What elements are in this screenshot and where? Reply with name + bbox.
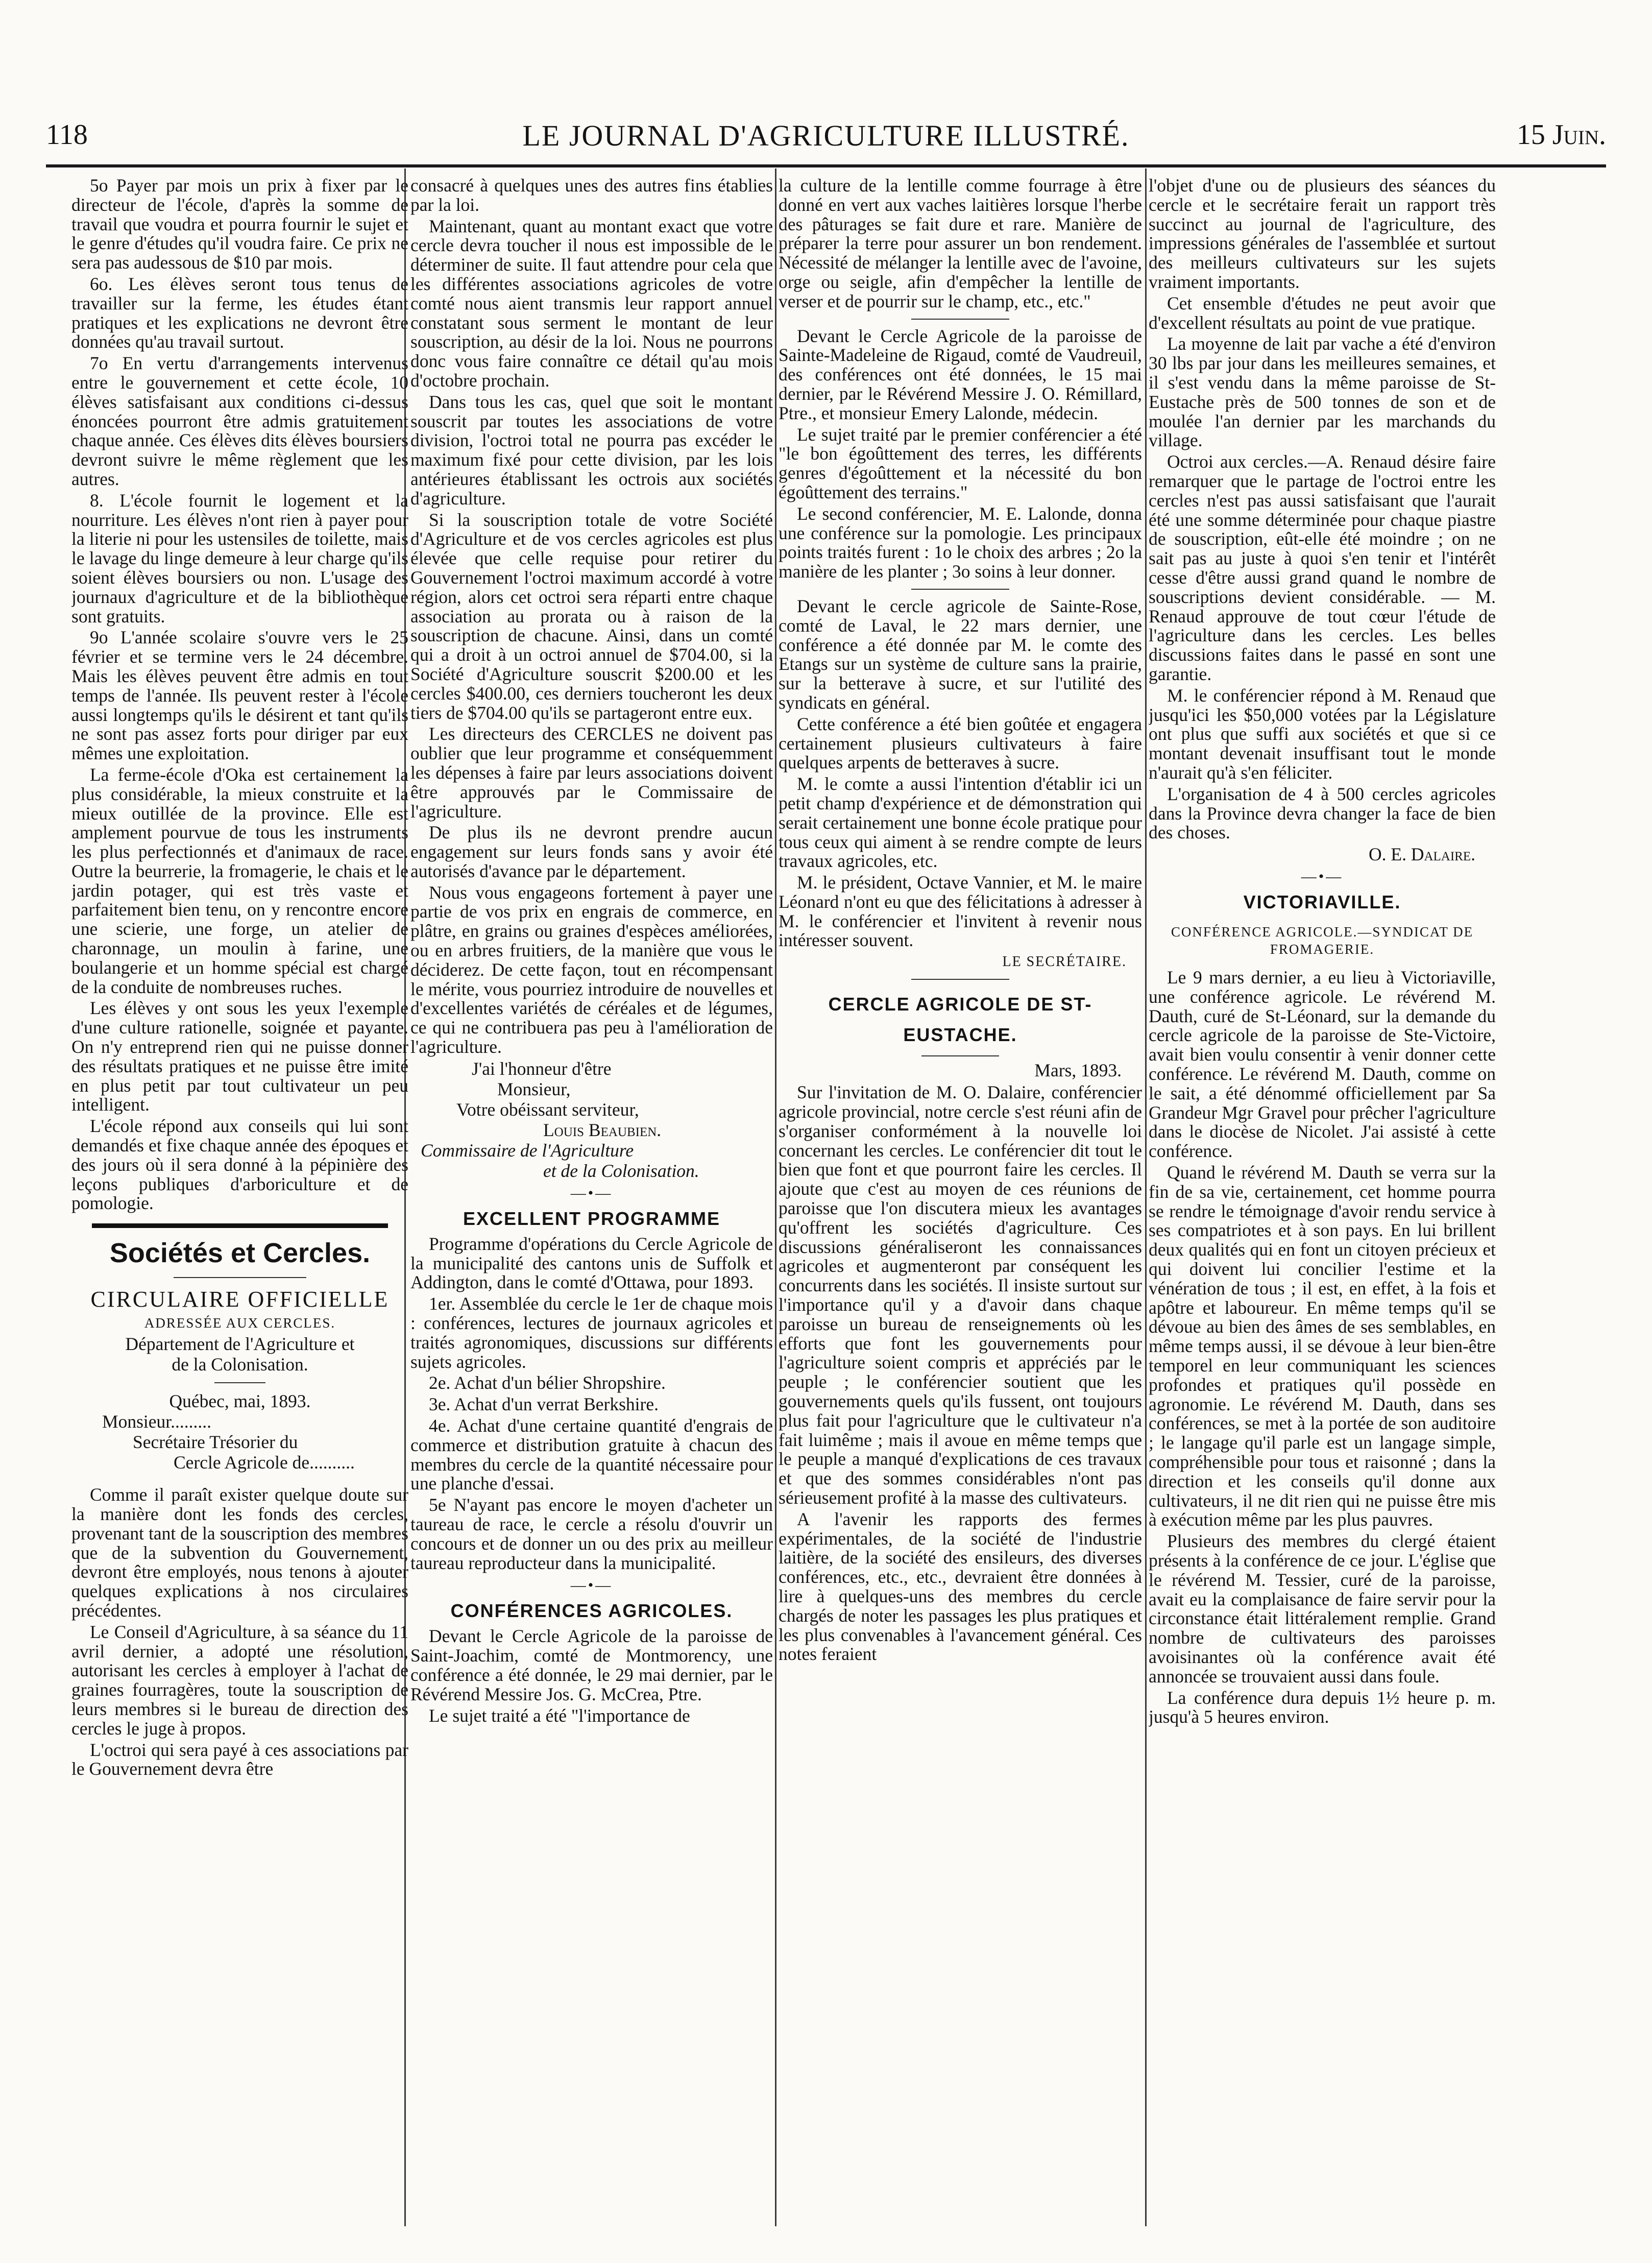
- paragraph: 7o En vertu d'arrangements intervenus entre le gouvernement et cette école, 10 élèves satisfaisant aux conditions ci-dessus énoncées pourront être admis gratuitement chaque année. Ces élèves dits élèves boursiers devront suivre le même règlement que les autres.: [71, 353, 408, 489]
- paragraph: 5o Payer par mois un prix à fixer par le directeur de l'école, d'après la somme de travail que voudra et pourra fournir le sujet et le genre d'études qu'il voudra faire. Ce prix ne sera pas audessous de $10 par mois.: [71, 176, 408, 273]
- paragraph: De plus ils ne devront prendre aucun engagement sur leurs fonds sans y avoir été autorisés d'avance par le département.: [410, 822, 773, 881]
- section-title-victoriaville: VICTORIAVILLE.: [1243, 892, 1401, 913]
- paragraph: Les élèves y ont sous les yeux l'exemple d'une culture rationelle, soignée et payante. On n'y entreprend rien qui ne puisse donner des résultats pratiques et ne puisse être imité en plus petit par tout cultivateur un peu intelligent.: [71, 998, 408, 1115]
- signature-line: J'ai l'honneur d'être: [472, 1058, 612, 1079]
- paragraph: Dans tous les cas, quel que soit le montant souscrit par toutes les associations de votre division, l'octroi total ne pourra pas excéder le maximum fixé pour cette division, par les lois antérieures établissant les octrois aux sociétés d'agriculture.: [410, 391, 773, 509]
- paragraph: Quand le révérend M. Dauth se verra sur la fin de sa vie, certainement, cet homme pourra se rendre le témoignage d'avoir rendu service à ses compatriotes et à son pays. En lui brillent deux qualités qui en font un citoyen précieux et qui doivent lui concilier l'estime et la vénération de tous ; il est, en effet, à la fois et apôtre et laboureur. En même temps qu'il se dévoue au bien des âmes de ses semblables, en même temps aussi, il se dévoue à leur bien-être temporel en leur communiquant les sciences profondes et pratiques qu'il possède en agronomie. Le révérend M. Dauth, dans ses conférences, se met à la portée de son auditoire ; le langage qu'il parle est un langage simple, compréhensible pour tous et raisonné ; dans la direction et les conseils qu'il donne aux cultivateurs, il ne dit rien qui ne puisse être mis à exécution même par les plus pauvres.: [1149, 1162, 1496, 1530]
- department-line: de la Colonisation.: [172, 1354, 308, 1375]
- ornament-divider: —•—: [570, 1184, 613, 1201]
- page-number: 118: [46, 119, 88, 151]
- signature-name: Louis Beaubien.: [543, 1119, 662, 1140]
- column-3: [779, 176, 1142, 2219]
- paragraph: 5e N'ayant pas encore le moyen d'acheter un taureau de race, le cercle a résolu d'ouvrir un concours et de donner un ou des prix au meilleur taureau reproducteur dans la municipalité.: [410, 1495, 773, 1573]
- paragraph: La conférence dura depuis 1½ heure p. m. jusqu'à 5 heures environ.: [1149, 1687, 1496, 1727]
- divider: [174, 1277, 306, 1278]
- paragraph: 8. L'école fournit le logement et la nourriture. Les élèves n'ont rien à payer pour la literie ni pour les ustensiles de toilette, mais le lavage du linge demeure à leur charge qu'ils soient élèves boursiers ou non. L'usage des journaux d'agriculture et de la bibliothèque sont gratuits.: [71, 490, 408, 627]
- paragraph: Si la souscription totale de votre Société d'Agriculture et de vos cercles agricoles est plus élevée que celle requise pour retirer du Gouvernement l'octroi maximum accordé à votre région, alors cet octroi sera réparti entre chaque association au prorata ou à raison de la souscription de chacune. Ainsi, dans un comté qui a droit à un octroi annuel de $704.00, si la Société d'Agriculture souscrit $200.00 et les cercles $400.00, ces derniers toucheront les deux tiers de $704.00 qu'ils se partageront entre eux.: [410, 509, 773, 723]
- column-4: [1149, 176, 1496, 2219]
- column-divider: [1145, 168, 1147, 2226]
- signature-title: Commissaire de l'Agriculture: [421, 1140, 634, 1161]
- journal-title: LE JOURNAL D'AGRICULTURE ILLUSTRÉ.: [522, 119, 1130, 152]
- header-rule: [46, 164, 1606, 167]
- paragraph: Plusieurs des membres du clergé étaient présents à la conférence de ce jour. L'église que le révérend M. Tessier, curé de la paroisse, avait eu la complaisance de faire servir pour la circonstance était littéralement remplie. Grand nombre de cultivateurs des paroisses avoisinantes où la conférence avait été annoncée se trouvaient aussi dans foule.: [1149, 1531, 1496, 1687]
- dateline: Mars, 1893.: [1034, 1060, 1122, 1081]
- ornament-divider: —•—: [1301, 868, 1344, 885]
- paragraph: Le Conseil d'Agriculture, à sa séance du 11 avril dernier, a adopté une résolution, autorisant les cercles à employer à l'achat de graines fourragères, toute la souscription de leurs membres si le bureau de direction des cercles le juge à propos.: [71, 1621, 408, 1739]
- signature-line: Votre obéissant serviteur,: [456, 1099, 639, 1120]
- section-title-st-eustache: CERCLE AGRICOLE DE ST-EUSTACHE.: [828, 994, 1092, 1046]
- signature-dalaire: O. E. Dalaire.: [1369, 844, 1475, 865]
- signature-title: et de la Colonisation.: [543, 1160, 699, 1181]
- section-title-conferences: CONFÉRENCES AGRICOLES.: [450, 1600, 733, 1622]
- circular-subtitle: ADRESSÉE AUX CERCLES.: [144, 1315, 336, 1331]
- paragraph: Comme il paraît exister quelque doute sur la manière dont les fonds des cercles, provenant tant de la souscription des membres que de la subvention du Gouvernement, devront être employés, nous tenons à ajouter quelques explications à nos circulaires précédentes.: [71, 1484, 408, 1621]
- paragraph: Le sujet traité par le premier conférencier a été "le bon égoûttement des terres, les différents genres d'égoûttement et la nécessité du bon égoûttement des terrains.": [779, 424, 1142, 502]
- page-header: [46, 118, 1606, 154]
- paragraph: M. le comte a aussi l'intention d'établir ici un petit champ d'expérience et de démonstration qui serait certainement une bonne école pratique pour tous ceux qui aiment à se rendre compte de leurs travaux agricoles, etc.: [779, 774, 1142, 872]
- issue-date: 15 Juin.: [1516, 119, 1606, 151]
- addressee-line: Secrétaire Trésorier du: [133, 1432, 298, 1453]
- divider: [214, 1382, 265, 1383]
- paragraph: Devant le Cercle Agricole de la paroisse de Sainte-Madeleine de Rigaud, comté de Vaudreuil, des conférences ont été données, le 15 mai dernier, par le Révérend Messire J. O. Rémillard, Ptre., et monsieur Emery Lalonde, médecin.: [779, 325, 1142, 423]
- paragraph: Le second conférencier, M. E. Lalonde, donna une conférence sur la pomologie. Les principaux points traités furent : 1o le choix des arbres ; 2o la manière de les planter ; 3o soins à leur donner.: [779, 503, 1142, 582]
- paragraph: Sur l'invitation de M. O. Dalaire, conférencier agricole provincial, notre cercle s'est réuni afin de s'organiser conformément à la nouvelle loi concernant les cercles. Le conférencier dit tout le bien que font et que pourront faire les cercles. Il ajoute que c'est au moyen de ces réunions de paroisse que l'on discutera mieux les avantages qu'offrent les sociétés d'agriculture. Ces discussions généraliseront les connaissances agricoles et augmenteront par conséquent les concurrents dans les sociétés. Il insiste surtout sur l'importance qu'il y a d'avoir dans chaque paroisse un bureau de renseignements où les efforts que font les gouvernements pour l'agriculture soient compris et appréciés par le peuple ; le conférencier soutient que les gouvernements quels qu'ils fussent, ont toujours plus fait pour l'agriculture que le cultivateur n'a fait luimême ; mais il avoue en même temps que le peuple a manqué d'explications de ces travaux et que des sommes considérables n'ont pas sérieusement profité à la masse des cultivateurs.: [779, 1082, 1142, 1508]
- ornament-divider: —•—: [570, 1577, 613, 1594]
- dateline: Québec, mai, 1893.: [169, 1391, 311, 1412]
- paragraph: Les directeurs des CERCLES ne doivent pas oublier que leur programme et conséquemment les dépenses à faire par leurs associations doivent être approuvés par le Commissaire de l'agriculture.: [410, 724, 773, 822]
- paragraph: La ferme-école d'Oka est certainement la plus considérable, la mieux construite et la mieux outillée de la province. Elle est amplement pourvue de tous les instruments les plus perfectionnés et d'animaux de race. Outre la beurrerie, la fromagerie, le chais et le jardin potager, qui est très vaste et parfaitement bien tenu, on y rencontre encore une scierie, une forge, un atelier de charonnage, un moulin à farine, une boulangerie et un homme spécial est chargé de la conduite de nombreuses ruches.: [71, 764, 408, 997]
- paragraph: 6o. Les élèves seront tous tenus de travailler sur la ferme, les études étant pratiques et les explications ne devront être données qu'au travail surtout.: [71, 273, 408, 352]
- divider: [911, 979, 1009, 980]
- section-title-programme: EXCELLENT PROGRAMME: [463, 1208, 720, 1229]
- paragraph: Maintenant, quant au montant exact que votre cercle devra toucher il nous est impossible de le déterminer de suite. Il faut attendre pour cela que les différentes associations agricoles de votre comté nous aient transmis leur rapport annuel constatant sous serment le montant de leur souscription, au désir de la loi. Nous ne pourrons donc vous faire connaître ce détail qu'au mois d'octobre prochain.: [410, 215, 773, 391]
- signature-secretaire: LE SECRÉTAIRE.: [1002, 954, 1127, 970]
- paragraph: Programme d'opérations du Cercle Agricole de la municipalité des cantons unis de Suffolk et Addington, dans le comté d'Ottawa, pour 1893.: [410, 1233, 773, 1293]
- paragraph: L'organisation de 4 à 500 cercles agricoles dans la Province devra changer la face de bien des choses.: [1149, 783, 1496, 843]
- paragraph: Cet ensemble d'études ne peut avoir que d'excellent résultats au point de vue pratique.: [1149, 293, 1496, 333]
- section-rule: [92, 1223, 388, 1228]
- paragraph: A l'avenir les rapports des fermes expérimentales, de la société de l'industrie laitière, de la société des ensileurs, des diverses conférences, etc., etc., devraient être données à lire à quelques-uns des membres du cercle chargés de noter les passages les plus pratiques et les plus convenables à l'avancement général. Ces notes feraient: [779, 1508, 1142, 1665]
- column-divider: [775, 168, 776, 2226]
- column-2: [410, 176, 773, 2219]
- paragraph: 2e. Achat d'un bélier Shropshire.: [429, 1373, 666, 1393]
- section-title-societes: Sociétés et Cercles.: [109, 1238, 371, 1269]
- column-1: [71, 176, 408, 2219]
- paragraph: Le sujet traité a été "l'importance de: [429, 1705, 690, 1726]
- paragraph: la culture de la lentille comme fourrage à être donné en vert aux vaches laitières lorsque l'herbe des pâturages se fait dure et rare. Manière de préparer la terre pour assurer un bon rendement. Nécessité de mélanger la lentille avec de l'avoine, orge ou seigle, afin d'empêcher la lentille de verser et de pourrir sur le champ, etc., etc.": [779, 176, 1142, 311]
- paragraph: Octroi aux cercles.—A. Renaud désire faire remarquer que le partage de l'octroi entre les cercles n'est pas aussi satisfaisant que l'aurait été une somme déterminée pour chaque piastre de souscription, eût-elle été moindre ; on ne sait pas au juste à quoi s'en tenir et l'intérêt cesse d'être aussi grand quand le nombre de souscriptions devient considérable. — M. Renaud approuve de tout cœur l'étude de l'agriculture dans les cercles. Les belles discussions faites dans le passé en sont une garantie.: [1149, 451, 1496, 684]
- circular-title: CIRCULAIRE OFFICIELLE: [90, 1287, 390, 1312]
- paragraph: Devant le cercle agricole de Sainte-Rose, comté de Laval, le 22 mars dernier, une conférence a été donnée par M. le comte des Etangs sur un système de culture sans la prairie, sur la betterave à sucre, et sur l'utilité des syndicats en général.: [779, 595, 1142, 713]
- paragraph: M. le président, Octave Vannier, et M. le maire Léonard n'ont eu que des félicitations à adresser à M. le conférencier et l'invitent à revenir nous intéresser souvent.: [779, 872, 1142, 951]
- salutation: Monsieur.........: [102, 1411, 211, 1432]
- divider: [911, 589, 1009, 590]
- paragraph: Cette conférence a été bien goûtée et engagera certainement plusieurs cultivateurs à faire quelques arpents de betteraves à sucre.: [779, 713, 1142, 773]
- paragraph: 3e. Achat d'un verrat Berkshire.: [429, 1394, 659, 1415]
- paragraph: 1er. Assemblée du cercle le 1er de chaque mois : conférences, lectures de journaux agricoles et traités agronomiques, discussions sur différents sujets agricoles.: [410, 1293, 773, 1372]
- signature-block: [410, 1059, 773, 1181]
- paragraph: Devant le Cercle Agricole de la paroisse de Saint-Joachim, comté de Montmorency, une conférence a été donnée, le 29 mai dernier, par le Révérend Messire Jos. G. McCrea, Ptre.: [410, 1626, 773, 1704]
- divider: [921, 1055, 999, 1056]
- paragraph: Nous vous engageons fortement à payer une partie de vos prix en engrais de commerce, en plâtre, en grains ou graines d'espèces améliorées, ou en arbres fruitiers, de la manière que vous le déciderez. De cette façon, tout en récompensant le mérite, vous pourriez introduire de nouvelles et d'excellentes variétés de céréales et de légumes, ce qui ne contribuera pas peu à l'amélioration de l'agriculture.: [410, 882, 773, 1057]
- paragraph: L'école répond aux conseils qui lui sont demandés et fixe chaque année des époques et des jours où il sera donné à la pépinière des leçons publiques d'arboriculture et de pomologie.: [71, 1116, 408, 1214]
- addressee-line: Cercle Agricole de..........: [174, 1452, 355, 1473]
- paragraph: La moyenne de lait par vache a été d'environ 30 lbs par jour dans les meilleures semaines, et il s'est vendu dans la même paroisse de St-Eustache près de 500 tonnes de son et de moulée l'an dernier par les marchands du village.: [1149, 333, 1496, 451]
- paragraph: consacré à quelques unes des autres fins établies par la loi.: [410, 176, 773, 215]
- paragraph: Le 9 mars dernier, a eu lieu à Victoriaville, une conférence agricole. Le révérend M. Dauth, curé de St-Léonard, sur la demande du cercle agricole de la paroisse de Ste-Victoire, avait bien voulu consentir à venir donner cette conférence. Le révérend M. Dauth, comme on le sait, a été dénommé officiellement par Sa Grandeur Mgr Gravel pour prêcher l'agriculture dans le diocèse de Nicolet. J'ai assisté à cette conférence.: [1149, 967, 1496, 1162]
- paragraph: l'objet d'une ou de plusieurs des séances du cercle et le secrétaire ferait un rapport très succinct au journal de l'agriculture, des impressions générales de l'assemblée et surtout des meilleurs cultivateurs sur les sujets vraiment importants.: [1149, 176, 1496, 292]
- paragraph: 9o L'année scolaire s'ouvre vers le 25 février et se termine vers le 24 décembre. Mais les élèves peuvent être admis en tout temps de l'année. Ils peuvent rester à l'école aussi longtemps qu'ils le désirent et tant qu'ils ne sont pas assez forts pour diriger par eux mêmes une exploitation.: [71, 627, 408, 764]
- section-subtitle: CONFÉRENCE AGRICOLE.—SYNDICAT DE FROMAGERIE.: [1171, 924, 1474, 957]
- paragraph: L'octroi qui sera payé à ces associations par le Gouvernement devra être: [71, 1739, 408, 1779]
- department-line: Département de l'Agriculture et: [125, 1334, 355, 1355]
- divider: [911, 319, 1009, 320]
- paragraph: 4e. Achat d'une certaine quantité d'engrais de commerce et distribution gratuite à chacun des membres du cercle de la quantité nécessaire pour une planche d'essai.: [410, 1415, 773, 1494]
- signature-line: Monsieur,: [497, 1078, 571, 1099]
- paragraph: M. le conférencier répond à M. Renaud que jusqu'ici les $50,000 votées par la Législature ont plus que suffi aux sociétés et que si ce montant devenait insuffisant tout le monde n'aurait qu'à s'en féliciter.: [1149, 685, 1496, 783]
